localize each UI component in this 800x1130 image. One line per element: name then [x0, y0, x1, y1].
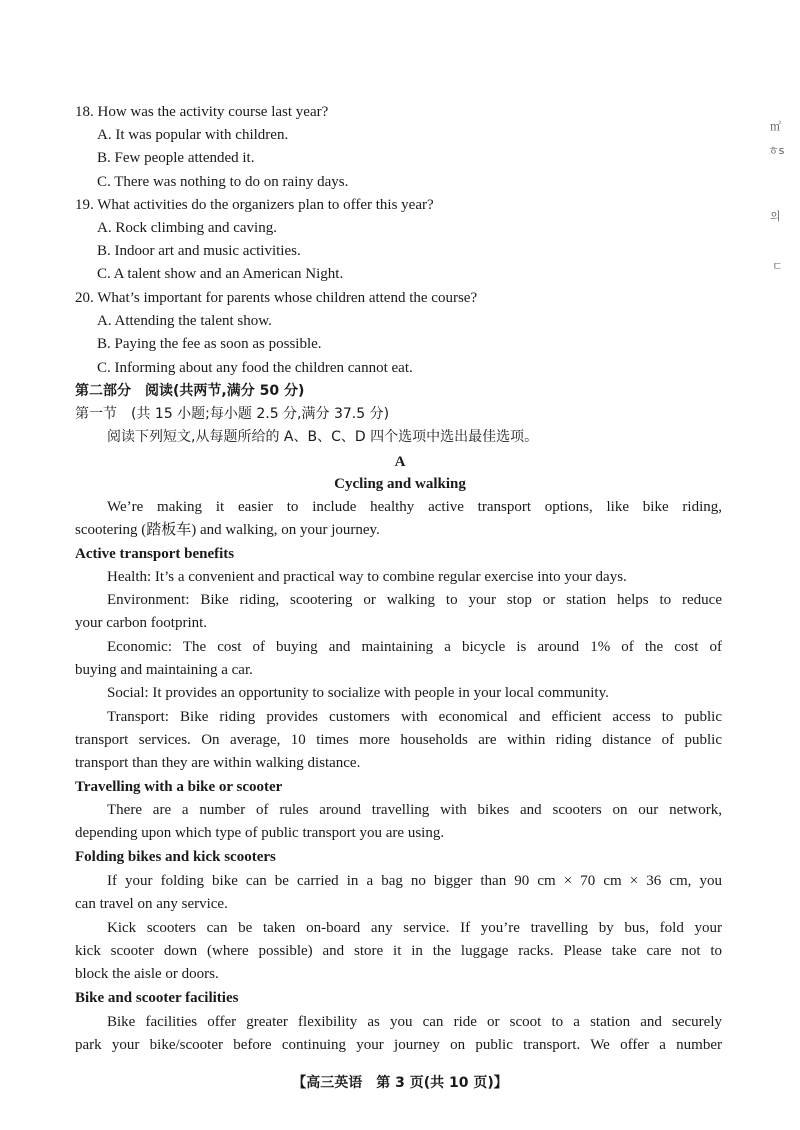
reading-instruction: 阅读下列短文,从每题所给的 A、B、C、D 四个选项中选出最佳选项。	[107, 429, 539, 445]
question-19-option-b: B. Indoor art and music activities.	[97, 243, 301, 259]
heading-folding-bikes: Folding bikes and kick scooters	[75, 849, 276, 865]
margin-mark: ㅎs	[768, 144, 785, 157]
intro-line-1: We’re making it easier to include healthy active transport options, like bike riding,	[107, 499, 722, 515]
question-20-option-a: A. Attending the talent show.	[97, 313, 272, 329]
heading-facilities: Bike and scooter facilities	[75, 990, 239, 1006]
intro-line-2: scootering (踏板车) and walking, on your journey.	[75, 522, 380, 538]
benefit-economic-line-2: buying and maintaining a car.	[75, 662, 253, 678]
question-19-option-a: A. Rock climbing and caving.	[97, 220, 277, 236]
kick-scooter-line-2: kick scooter down (where possible) and store it in the luggage racks. Please take care not to	[75, 943, 722, 959]
question-18-option-a: A. It was popular with children.	[97, 127, 289, 143]
facilities-line-2: park your bike/scooter before continuing your journey on public transport. We offer a number	[75, 1037, 722, 1053]
travelling-line-2: depending upon which type of public transport you are using.	[75, 825, 445, 841]
question-19-option-c: C. A talent show and an American Night.	[97, 266, 344, 282]
section-one-title: 第一节 (共 15 小题;每小题 2.5 分,满分 37.5 分)	[75, 406, 390, 422]
question-19-stem: 19. What activities do the organizers plan to offer this year?	[75, 197, 434, 213]
travelling-line-1: There are a number of rules around travelling with bikes and scooters on our network,	[107, 802, 722, 818]
question-18-option-c: C. There was nothing to do on rainy days.	[97, 174, 349, 190]
question-18-stem: 18. How was the activity course last year?	[75, 104, 329, 120]
question-20-stem: 20. What’s important for parents whose children attend the course?	[75, 290, 478, 306]
passage-title: Cycling and walking	[334, 476, 466, 492]
benefit-transport-line-2: transport services. On average, 10 times more households are within riding distance of public	[75, 732, 722, 748]
margin-mark: 의	[770, 210, 781, 223]
folding-line-2: can travel on any service.	[75, 896, 228, 912]
folding-line-1: If your folding bike can be carried in a bag no bigger than 90 cm × 70 cm × 36 cm, you	[107, 873, 722, 889]
benefit-environment-line-1: Environment: Bike riding, scootering or walking to your stop or station helps to reduce	[107, 592, 722, 608]
part-two-title: 第二部分 阅读(共两节,满分 50 分)	[75, 383, 305, 399]
benefit-transport-line-1: Transport: Bike riding provides customers with economical and efficient access to public	[107, 709, 722, 725]
margin-mark: ㎡	[770, 120, 781, 133]
margin-mark: ㄷ	[772, 260, 783, 273]
heading-active-transport-benefits: Active transport benefits	[75, 546, 235, 562]
benefit-transport-line-3: transport than they are within walking distance.	[75, 755, 361, 771]
question-18-option-b: B. Few people attended it.	[97, 150, 255, 166]
benefit-social: Social: It provides an opportunity to socialize with people in your local community.	[107, 685, 609, 701]
kick-scooter-line-3: block the aisle or doors.	[75, 966, 219, 982]
kick-scooter-line-1: Kick scooters can be taken on-board any service. If you’re travelling by bus, fold your	[107, 920, 722, 936]
passage-letter: A	[394, 454, 406, 470]
facilities-line-1: Bike facilities offer greater flexibility as you can ride or scoot to a station and securely	[107, 1014, 722, 1030]
question-20-option-b: B. Paying the fee as soon as possible.	[97, 336, 322, 352]
benefit-environment-line-2: your carbon footprint.	[75, 615, 208, 631]
benefit-economic-line-1: Economic: The cost of buying and maintaining a bicycle is around 1% of the cost of	[107, 639, 722, 655]
heading-travelling: Travelling with a bike or scooter	[75, 779, 283, 795]
question-20-option-c: C. Informing about any food the children cannot eat.	[97, 360, 413, 376]
benefit-health: Health: It’s a convenient and practical way to combine regular exercise into your days.	[107, 569, 627, 585]
page-footer: 【高三英语 第 3 页(共 10 页)】	[292, 1075, 508, 1091]
